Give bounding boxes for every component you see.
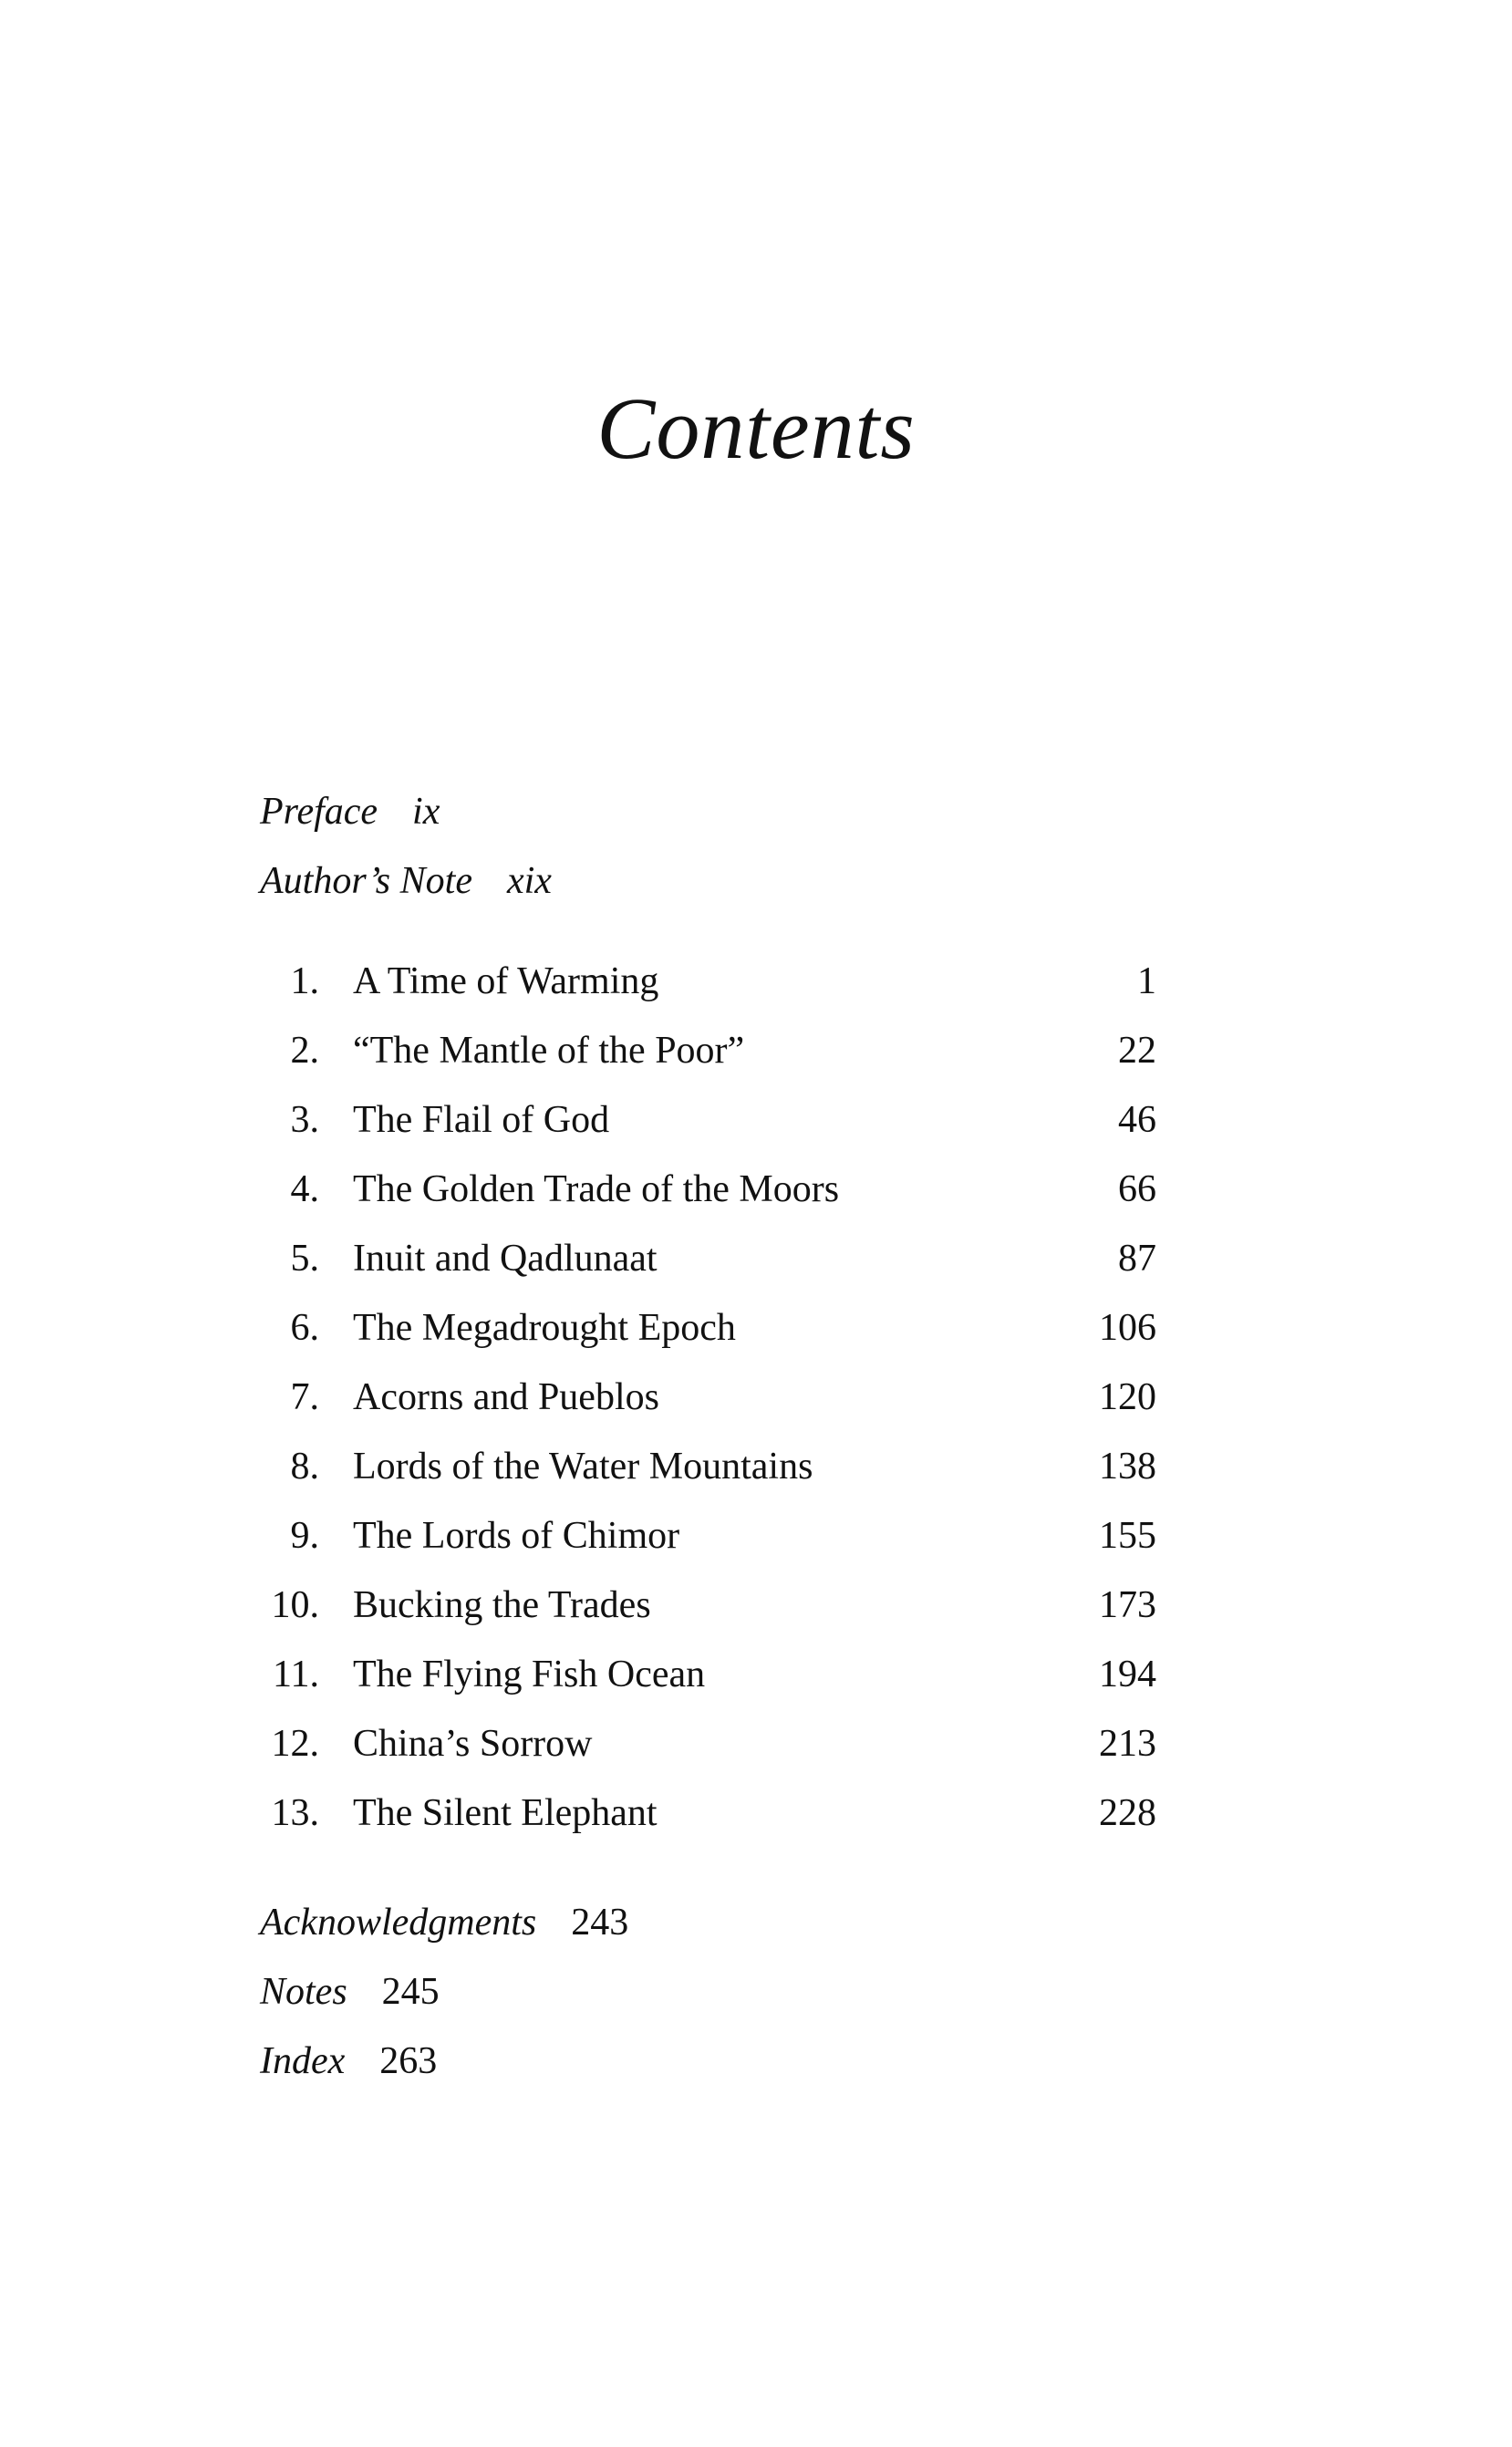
chapter-page: 46 [1118,1099,1156,1141]
chapter-title: The Silent Elephant [353,1792,658,1834]
chapter-page: 66 [1118,1168,1156,1210]
chapter-title: The Lords of Chimor [353,1515,680,1557]
chapter-number: 7. [290,1376,319,1418]
chapter-page: 228 [1099,1792,1156,1834]
chapter-number: 11. [273,1654,319,1695]
chapter-number: 5. [290,1238,319,1280]
entry-page: 263 [379,2040,438,2082]
back-matter-list [260,1888,628,2096]
chapter-number: 6. [290,1307,319,1349]
chapter-title: Lords of the Water Mountains [353,1446,813,1488]
toc-entry-notes[interactable] [260,1957,628,2027]
chapter-number: 2. [290,1030,319,1072]
chapter-page: 213 [1099,1723,1156,1765]
toc-entry-chapter-5[interactable] [0,1224,1512,1293]
entry-label: Preface [260,791,378,833]
toc-entry-index[interactable] [260,2027,628,2096]
toc-entry-chapter-4[interactable] [0,1155,1512,1224]
toc-entry-chapter-12[interactable] [0,1709,1512,1778]
toc-entry-chapter-2[interactable] [0,1016,1512,1085]
chapter-number: 9. [290,1515,319,1557]
entry-page: xix [506,860,552,902]
entry-label: Notes [260,1971,347,2013]
entry-page: 243 [571,1902,629,1944]
front-matter-list [260,777,552,916]
chapter-page: 194 [1099,1654,1156,1695]
toc-entry-chapter-8[interactable] [0,1432,1512,1501]
chapter-title: The Flying Fish Ocean [353,1654,706,1695]
chapter-page: 1 [1137,960,1156,1002]
toc-entry-chapter-13[interactable] [0,1778,1512,1848]
chapter-number: 12. [271,1723,319,1765]
chapter-title: Inuit and Qadlunaat [353,1238,658,1280]
toc-entry-chapter-6[interactable] [0,1293,1512,1363]
chapter-page: 22 [1118,1030,1156,1072]
entry-label: Author’s Note [260,860,472,902]
chapter-page: 138 [1099,1446,1156,1488]
chapter-title: “The Mantle of the Poor” [353,1030,745,1072]
chapter-title: A Time of Warming [353,960,659,1002]
toc-entry-chapter-1[interactable] [0,947,1512,1016]
toc-entry-acknowledgments[interactable] [260,1888,628,1957]
toc-entry-chapter-7[interactable] [0,1363,1512,1432]
chapter-page: 173 [1099,1584,1156,1626]
chapter-title: The Flail of God [353,1099,610,1141]
toc-entry-chapter-3[interactable] [0,1085,1512,1155]
chapter-page: 155 [1099,1515,1156,1557]
toc-entry-chapter-10[interactable] [0,1571,1512,1640]
entry-page: 245 [381,1971,440,2013]
chapter-title: The Golden Trade of the Moors [353,1168,840,1210]
page-title: Contents [596,379,916,477]
chapter-page: 120 [1099,1376,1156,1418]
chapter-number: 1. [290,960,319,1002]
entry-page: ix [412,791,440,833]
chapter-title: Bucking the Trades [353,1584,651,1626]
chapter-number: 10. [271,1584,319,1626]
chapter-page: 87 [1118,1238,1156,1280]
chapter-number: 4. [290,1168,319,1210]
entry-label: Index [260,2040,346,2082]
chapter-title: China’s Sorrow [353,1723,593,1765]
entry-label: Acknowledgments [260,1902,537,1944]
chapter-title: Acorns and Pueblos [353,1376,659,1418]
toc-entry-chapter-9[interactable] [0,1501,1512,1571]
chapter-list [0,947,1512,1848]
chapter-number: 8. [290,1446,319,1488]
chapter-page: 106 [1099,1307,1156,1349]
chapter-title: The Megadrought Epoch [353,1307,736,1349]
toc-entry-preface[interactable] [260,777,552,846]
toc-entry-authors-note[interactable] [260,846,552,916]
chapter-number: 13. [271,1792,319,1834]
chapter-number: 3. [290,1099,319,1141]
toc-entry-chapter-11[interactable] [0,1640,1512,1709]
